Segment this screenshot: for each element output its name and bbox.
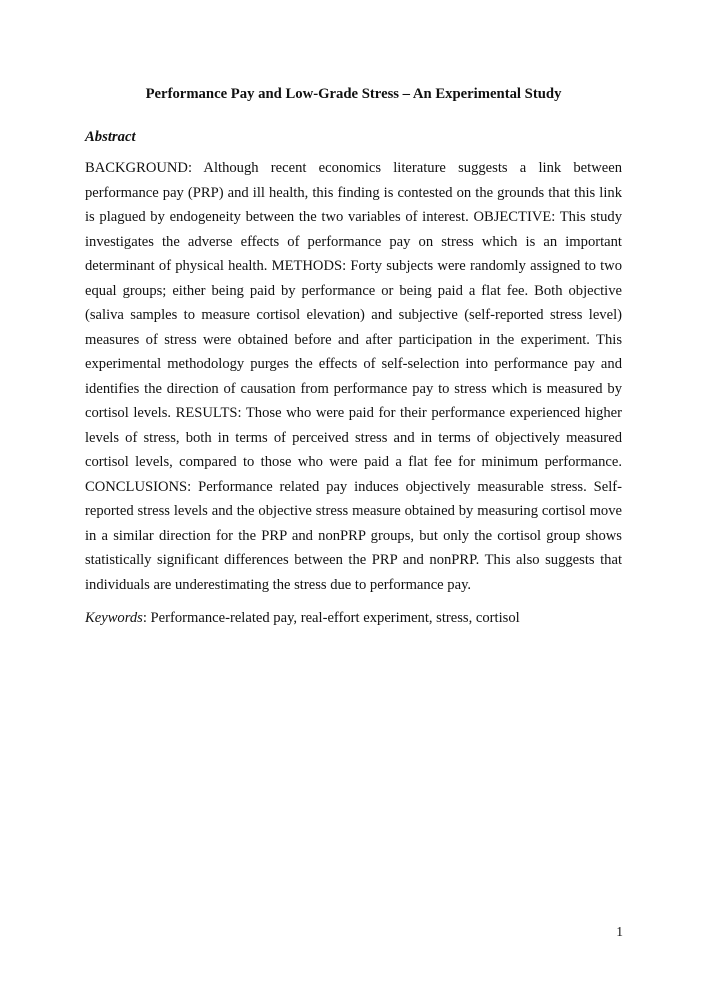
keywords-line <box>85 606 622 631</box>
keywords-label: Keywords <box>85 610 143 626</box>
page-number: 1 <box>616 924 623 939</box>
abstract-text: BACKGROUND: Although recent economics literature suggests a link between performance pay (PRP) and ill health, this finding is contested on the grounds that this link is plagued by endogeneity between the two variables of interest. OBJECTIVE: This study investigates the adverse effects of performance pay on stress which is an important determinant of physical health. METHODS: Forty subjects were randomly assigned to two equal groups; either being paid by performance or being paid a flat fee. Both objective (saliva samples to measure cortisol elevation) and subjective (self-reported stress level) measures of stress were obtained before and after participation in the experiment. This experimental methodology purges the effects of self-selection into performance pay and identifies the direction of causation from performance pay to stress which is measured by cortisol levels. RESULTS: Those who were paid for their performance experienced higher levels of stress, both in terms of perceived stress and in terms of objectively measured cortisol levels, compared to those who were paid a flat fee for minimum performance. CONCLUSIONS: Performance related pay induces objectively measurable stress. Self-reported stress levels and the objective stress measure obtained by measuring cortisol move in a similar direction for the PRP and nonPRP groups, but only the cortisol group shows statistically significant differences between the PRP and nonPRP. This also suggests that individuals are underestimating the stress due to performance pay. <box>85 160 622 593</box>
abstract-heading: Abstract <box>85 129 136 145</box>
paper-title: Performance Pay and Low-Grade Stress – An Experimental Study <box>145 86 562 102</box>
keywords-text: : Performance-related pay, real-effort experiment, stress, cortisol <box>142 610 520 626</box>
page-content <box>85 0 622 631</box>
